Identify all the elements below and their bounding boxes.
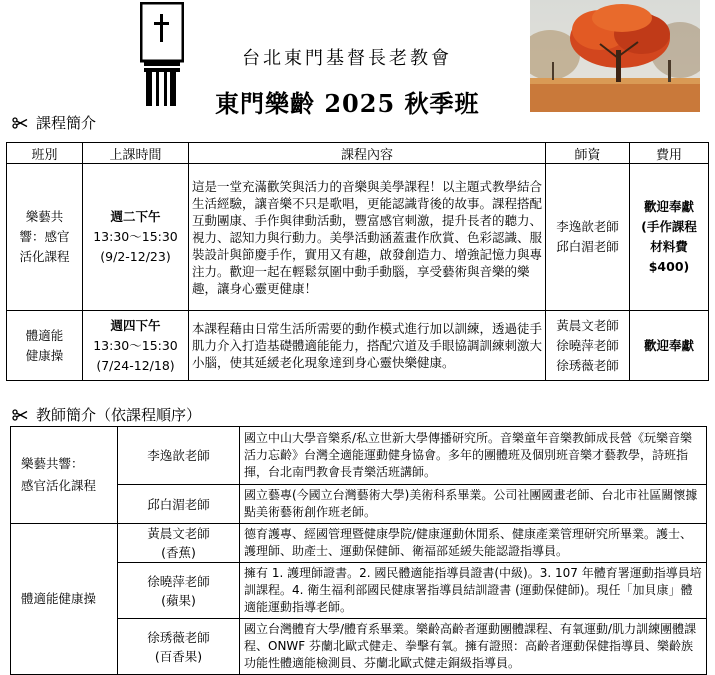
table-row <box>11 427 707 485</box>
church-name: 台北東門基督長老教會 <box>242 48 452 69</box>
church-logo <box>140 2 184 108</box>
teachers-section-heading <box>12 404 201 425</box>
class-time: 週四下午 13:30～15:30 (7/24-12/18) <box>83 311 189 381</box>
header-teacher: 師資 <box>546 143 630 164</box>
courses-section-heading <box>12 112 96 133</box>
teacher-bio: 國立藝專(今國立台灣藝術大學)美術科系畢業。公司社團國畫老師、台北市社區關懷據點美術藝術創作班老師。 <box>240 485 707 524</box>
teacher-name: 李逸歆老師 <box>118 427 240 485</box>
scissors-icon <box>12 117 28 129</box>
header-fee: 費用 <box>630 143 709 164</box>
course-content: 本課程藉由日常生活所需要的動作模式進行加以訓練，透過徒手肌力介入打造基礎體適能能力，搭配穴道及手眼協調訓練刺激大小腦，使其延緩老化現象達到身心靈快樂健康。 <box>189 311 546 381</box>
course-content: 這是一堂充滿歡笑與活力的音樂與美學課程！以主題式教學結合生活經驗，讓音樂不只是歌唱，更能認識背後的故事。課程搭配互動團康、手作與律動活動，豐富感官刺激，提升長者的聽力、視力、認知力與行動力。美學活動涵蓋畫作欣賞、色彩認識、服裝設計與節慶手作，實用又有趣，啟發創造力、增強記憶力與專注力。歡迎一起在輕鬆氛圍中動手動腦，享受藝術與音樂的樂趣，讓身心靈更健康！ <box>189 164 546 311</box>
class-name: 體適能 健康操 <box>7 311 83 381</box>
page-title: 東門樂齡 2025 秋季班 <box>215 89 480 118</box>
class-name: 樂藝共 響：感官 活化課程 <box>7 164 83 311</box>
header-content: 課程內容 <box>189 143 546 164</box>
teacher-name: 黃晨文老師 (香蕉) <box>118 524 240 563</box>
teacher-group: 樂藝共響： 感官活化課程 <box>11 427 118 524</box>
teacher-name: 徐曉萍老師 (蘋果) <box>118 563 240 619</box>
course-fee: 歡迎奉獻 <box>630 311 709 381</box>
teacher-group: 體適能健康操 <box>11 524 118 675</box>
course-teachers: 李逸歆老師 邱白湄老師 <box>546 164 630 311</box>
autumn-tree-photo <box>530 0 700 112</box>
courses-section-title: 課程簡介 <box>36 114 97 132</box>
table-row <box>7 164 709 311</box>
scissors-icon <box>12 409 28 421</box>
class-time: 週二下午 13:30～15:30 (9/2-12/23) <box>83 164 189 311</box>
teacher-bio: 擁有 1. 護理師證書。2. 國民體適能指導員證書(中級)。3. 107 年體育署運動指導員培訓課程。4. 衛生福利部國民健康署指導員結訓證書 (運動保健師)。現任「加貝康」體適能運動指導老師。 <box>240 563 707 619</box>
course-fee: 歡迎奉獻 (手作課程 材料費 $400) <box>630 164 709 311</box>
header-time: 上課時間 <box>83 143 189 164</box>
teacher-bio: 國立中山大學音樂系/私立世新大學傳播研究所。音樂童年音樂教師成長營《玩樂音樂 活力忘齡》台灣全適能運動健身協會。多年的團體班及個別班音樂才藝教學，詩班指揮，台北南門教會長青樂活班講師。 <box>240 427 707 485</box>
teacher-table <box>10 426 707 675</box>
teacher-bio: 國立台灣體育大學/體育系畢業。樂齡高齡者運動團體課程、有氧運動/肌力訓練團體課程、ONWF 芬蘭北歐式健走、拳擊有氧。擁有證照：高齡者運動保健指導員、樂齡族功能性體適能檢測員、芬蘭北歐式健走銅級指導員。 <box>240 619 707 675</box>
teacher-bio: 德育護專、經國管理暨健康學院/健康運動休閒系、健康產業管理研究所畢業。護士、護理師、助產士、運動保健師、衛福部延緩失能認證指導員。 <box>240 524 707 563</box>
table-row <box>11 524 707 563</box>
course-table-header <box>7 143 709 164</box>
table-row <box>7 311 709 381</box>
course-table <box>6 142 709 381</box>
teacher-name: 徐琇薇老師 (百香果) <box>118 619 240 675</box>
teachers-section-title: 教師簡介（依課程順序） <box>36 406 202 424</box>
header-class: 班別 <box>7 143 83 164</box>
course-teachers: 黃晨文老師 徐曉萍老師 徐琇薇老師 <box>546 311 630 381</box>
teacher-name: 邱白湄老師 <box>118 485 240 524</box>
